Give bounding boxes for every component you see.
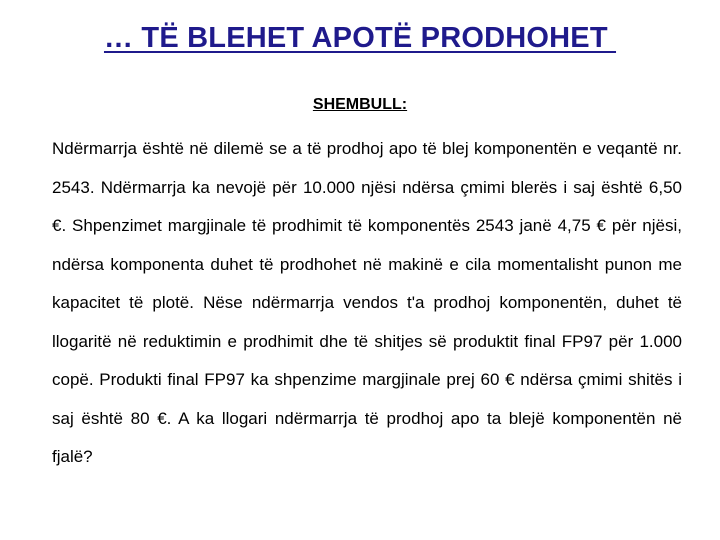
example-heading: SHEMBULL: (312, 96, 408, 113)
example-text: Ndërmarrja është në dilemë se a të prodhoj apo të blej komponentën e veqantë nr. 2543. Ndërmarrja ka nevojë për 10.000 njësi ndërsa çmimi blerës i saj është 6,50 €. Shpenzimet margjinale të prodhimit të komponentës 2543 janë 4,75 € për njësi, ndërsa komponenta duhet të prodhohet në makinë e cila momentalisht punon me kapacitet të plotë. Nëse ndërmarrja vendos t'a prodhoj komponentën, duhet të llogaritë në reduktimin e prodhimit dhe të shitjes së produktit final FP97 për 1.000 copë. Produkti final FP97 ka shpenzime margjinale prej 60 € ndërsa çmimi shitës i saj është 80 €. A ka llogari ndërmarrja të prodhoj apo ta blejë komponentën në fjalë? (52, 139, 682, 466)
slide-title: … TË BLEHET APOTË PRODHOHET (103, 22, 617, 54)
